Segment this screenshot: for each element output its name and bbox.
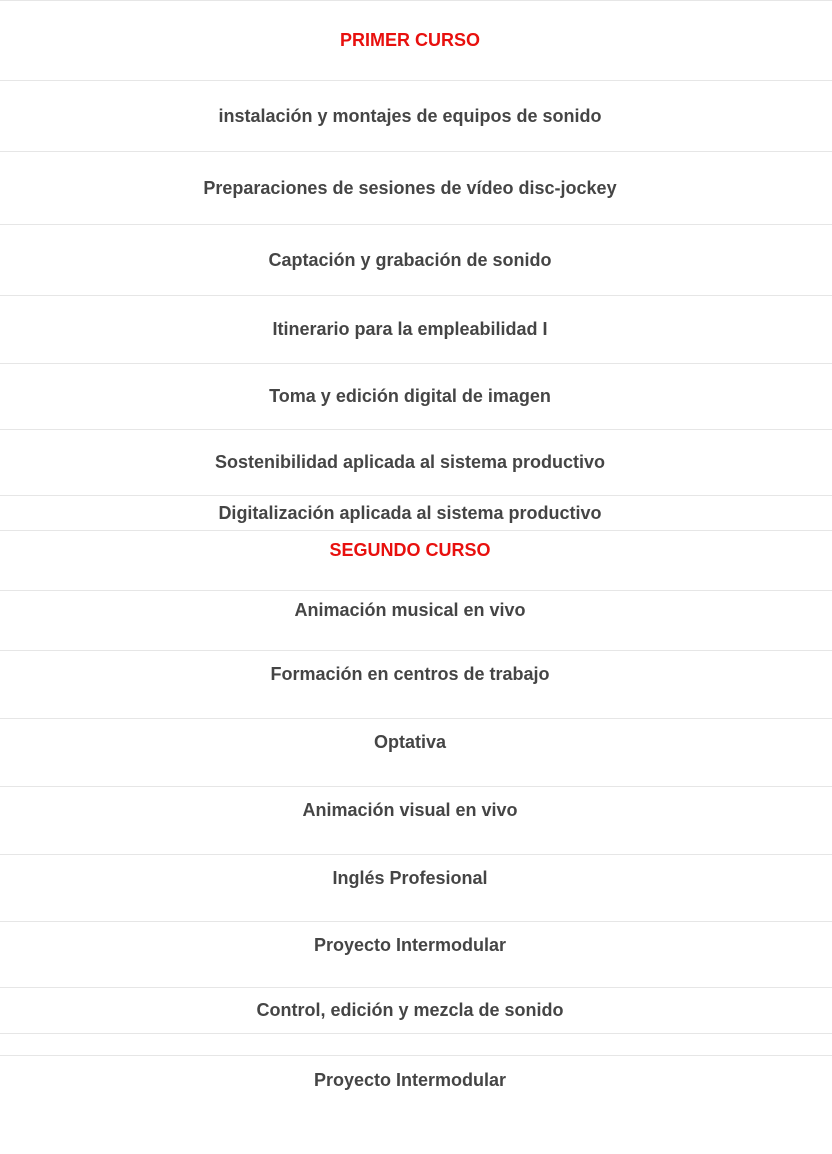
- module-name: Preparaciones de sesiones de vídeo disc-jockey: [203, 177, 617, 198]
- module-name: Optativa: [373, 732, 447, 752]
- list-item: [0, 650, 832, 698]
- section-heading-primer-curso: [0, 0, 832, 80]
- list-item: [0, 224, 832, 295]
- list-item: [0, 429, 832, 495]
- module-name: Control, edición y mezcla de sonido: [256, 1000, 564, 1020]
- list-item: [0, 363, 832, 429]
- list-item: [0, 854, 832, 901]
- module-name: Formación en centros de trabajo: [270, 664, 550, 684]
- section-heading-label: SEGUNDO CURSO: [329, 540, 491, 560]
- module-name: Captación y grabación de sonido: [268, 249, 552, 270]
- list-item: [0, 718, 832, 766]
- list-item: [0, 495, 832, 530]
- section-heading-segundo-curso: [0, 530, 832, 570]
- module-name: Sostenibilidad aplicada al sistema productivo: [214, 452, 606, 472]
- list-item: [0, 987, 832, 1033]
- list-item: [0, 1055, 832, 1104]
- module-name: Animación visual en vivo: [302, 800, 518, 820]
- module-name: instalación y montajes de equipos de sonido: [218, 105, 602, 126]
- section-heading-label: PRIMER CURSO: [339, 30, 480, 50]
- list-item: [0, 590, 832, 630]
- list-item: [0, 295, 832, 363]
- module-name: Animación musical en vivo: [294, 600, 526, 620]
- module-name: Digitalización aplicada al sistema productivo: [218, 502, 602, 523]
- module-name: Proyecto Intermodular: [313, 934, 507, 955]
- list-item-empty: [0, 1033, 832, 1055]
- module-name: Toma y edición digital de imagen: [269, 386, 551, 406]
- list-item: [0, 151, 832, 224]
- module-name: Itinerario para la empleabilidad I: [272, 319, 548, 339]
- list-item: [0, 80, 832, 151]
- module-name: Inglés Profesional: [332, 867, 488, 888]
- module-name: Proyecto Intermodular: [313, 1069, 507, 1090]
- list-item: [0, 921, 832, 968]
- list-item: [0, 786, 832, 834]
